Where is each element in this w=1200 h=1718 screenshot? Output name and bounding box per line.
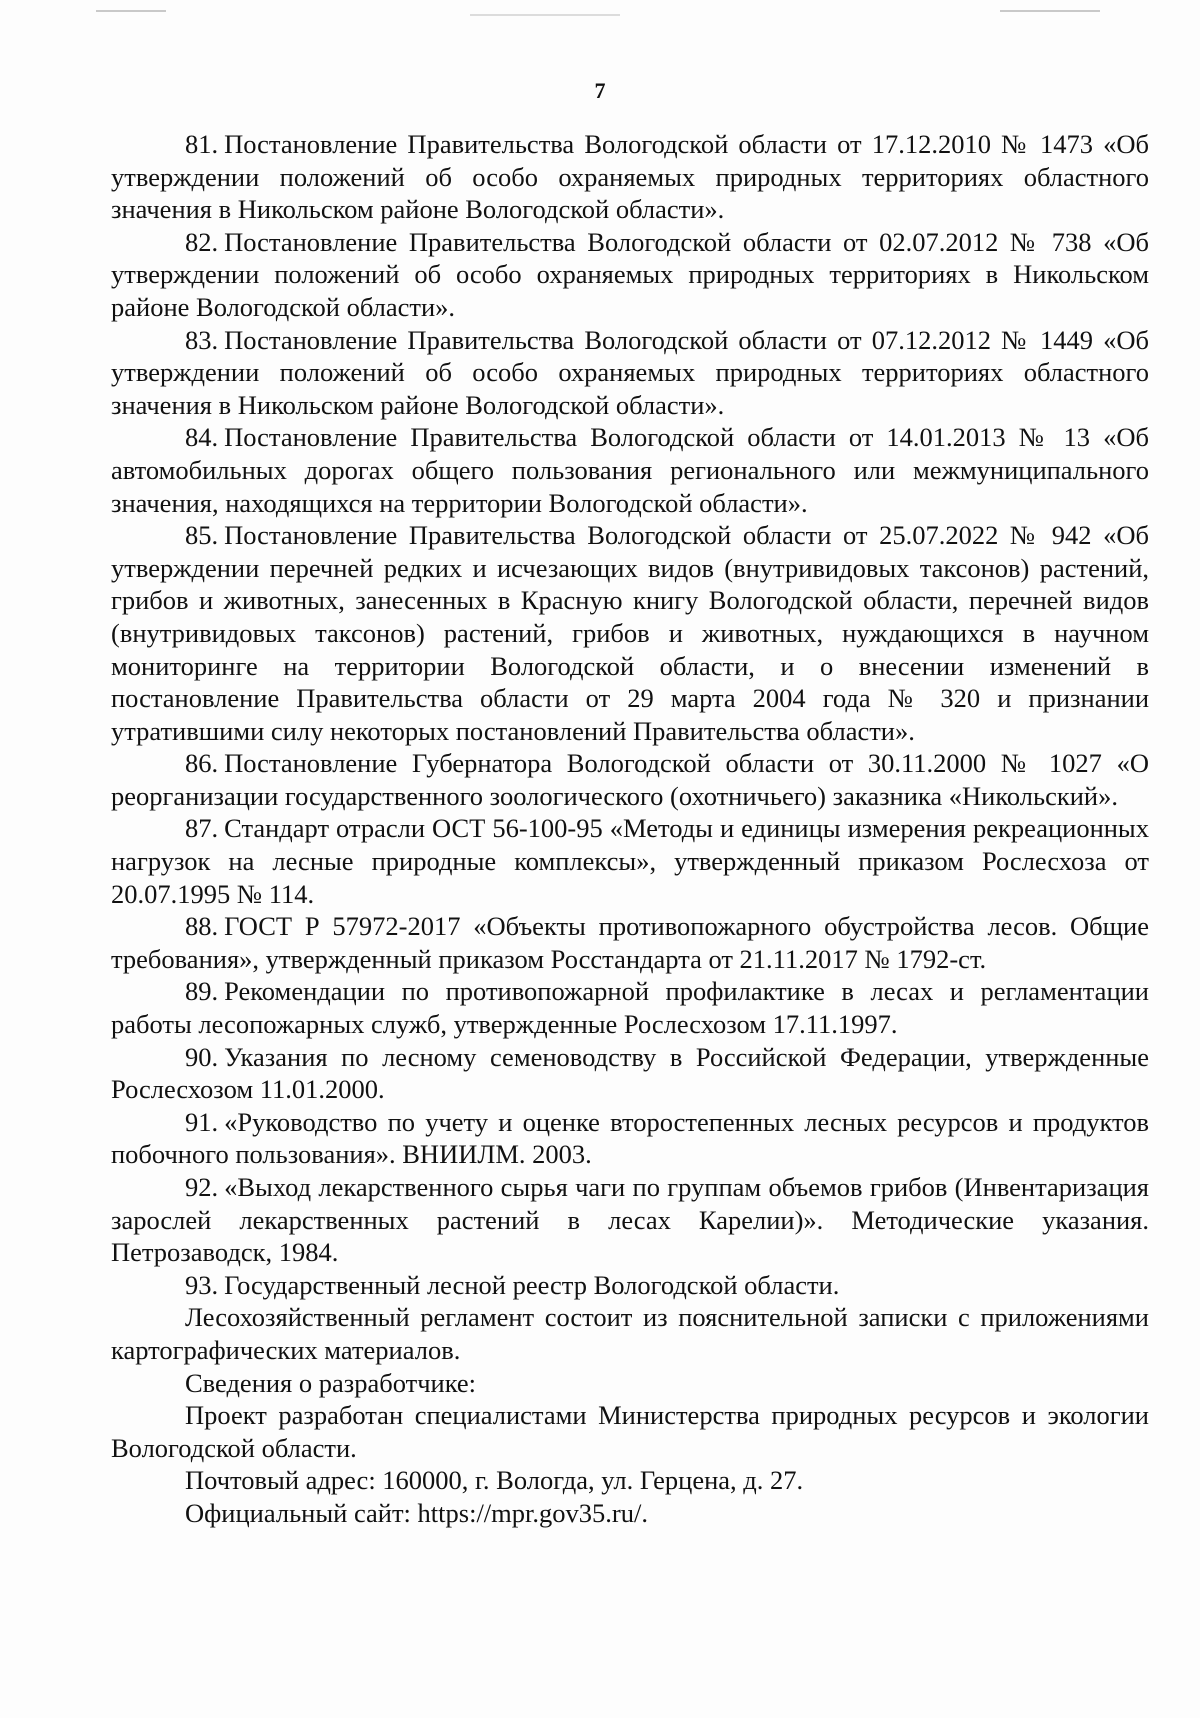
reference-item-90 <box>111 1041 1149 1106</box>
reference-item-92 <box>111 1171 1149 1269</box>
reference-text: Постановление Правительства Вологодской области от 25.07.2022 № 942 «Об утверждении перечней редких и исчезающих видов (внутривидовых таксонов) растений, грибов и животных, занесенных в Красную книгу Вологодской области, перечней видов (внутривидовых таксонов) растений, грибов и животных, нуждающихся в научном мониторинге на территории Вологодской области, и о внесении изменений в постановление Правительства области от 29 марта 2004 года № 320 и признании утратившими силу некоторых постановлений Правительства области». <box>111 520 1149 746</box>
postal-address: Почтовый адрес: 160000, г. Вологда, ул. Герцена, д. 27. <box>185 1465 804 1496</box>
reference-text: Постановление Правительства Вологодской области от 07.12.2012 № 1449 «Об утверждении положений об особо охраняемых природных территориях областного значения в Никольском районе Вологодской области». <box>111 324 1149 420</box>
reference-number: 84. <box>185 422 219 453</box>
reference-number: 92. <box>185 1172 219 1202</box>
reference-item-84 <box>111 421 1149 519</box>
reference-item-86 <box>111 747 1149 812</box>
reference-text: Постановление Правительства Вологодской области от 14.01.2013 № 13 «Об автомобильных дорогах общего пользования регионального или межмуниципального значения, находящихся на территории Вологодской области». <box>111 422 1149 518</box>
reference-text: Постановление Правительства Вологодской области от 02.07.2012 № 738 «Об утверждении положений об особо охраняемых природных территориях в Никольском районе Вологодской области». <box>111 226 1149 322</box>
reference-number: 91. <box>185 1106 219 1137</box>
developer-heading: Сведения о разработчике: <box>185 1367 477 1398</box>
reference-number: 86. <box>185 748 219 779</box>
reference-item-89 <box>111 975 1149 1040</box>
reference-number: 87. <box>185 813 219 844</box>
reference-item-93 <box>111 1269 1149 1302</box>
reference-item-83 <box>111 324 1149 422</box>
document-body <box>111 128 1149 1530</box>
reference-number: 89. <box>185 976 219 1007</box>
reference-text: Стандарт отрасли ОСТ 56-100-95 «Методы и единицы измерения рекреационных нагрузок на лесные природные комплексы», утвержденный приказом Рослесхоза от 20.07.1995 № 114. <box>111 813 1149 909</box>
reference-text: Постановление Губернатора Вологодской области от 30.11.2000 № 1027 «О реорганизации государственного зоологического (охотничьего) заказника «Никольский». <box>111 748 1149 811</box>
reference-number: 82. <box>185 226 219 257</box>
regulation-composition-note: Лесохозяйственный регламент состоит из пояснительной записки с приложениями картографических материалов. <box>111 1302 1149 1365</box>
reference-item-81 <box>111 128 1149 226</box>
page-number: 7 <box>594 78 606 103</box>
reference-number: 83. <box>185 324 219 355</box>
reference-number: 93. <box>185 1269 219 1300</box>
reference-text: Указания по лесному семеноводству в Российской Федерации, утвержденные Рослесхозом 11.01.2000. <box>111 1041 1149 1105</box>
reference-text: «Выход лекарственного сырья чаги по группам объемов грибов (Инвентаризация зарослей лекарственных растений в лесах Карелии)». Методические указания. Петрозаводск, 1984. <box>111 1172 1149 1268</box>
official-website: Официальный сайт: https://mpr.gov35.ru/. <box>185 1497 648 1528</box>
reference-text: Постановление Правительства Вологодской области от 17.12.2010 № 1473 «Об утверждении положений об особо охраняемых природных территориях областного значения в Никольском районе Вологодской области». <box>111 129 1149 225</box>
reference-text: ГОСТ Р 57972-2017 «Объекты противопожарного обустройства лесов. Общие требования», утвержденный приказом Росстандарта от 21.11.2017 № 1792-ст. <box>111 911 1149 974</box>
developer-description: Проект разработан специалистами Министерства природных ресурсов и экологии Вологодской области. <box>111 1400 1149 1463</box>
reference-number: 81. <box>185 129 219 159</box>
reference-item-85 <box>111 519 1149 747</box>
reference-item-88 <box>111 910 1149 975</box>
reference-text: «Руководство по учету и оценке второстепенных лесных ресурсов и продуктов побочного пользования». ВНИИЛМ. 2003. <box>111 1106 1149 1170</box>
reference-number: 88. <box>185 911 219 942</box>
scan-artifact <box>96 10 166 12</box>
reference-item-91 <box>111 1106 1149 1171</box>
reference-item-87 <box>111 812 1149 910</box>
reference-number: 85. <box>185 520 219 551</box>
reference-item-82 <box>111 226 1149 324</box>
scan-artifact <box>1000 10 1100 12</box>
reference-text: Рекомендации по противопожарной профилактике в лесах и регламентации работы лесопожарных служб, утвержденные Рослесхозом 17.11.1997. <box>111 976 1149 1040</box>
reference-text: Государственный лесной реестр Вологодской области. <box>224 1269 840 1300</box>
scan-artifact <box>470 14 620 16</box>
reference-number: 90. <box>185 1041 219 1072</box>
